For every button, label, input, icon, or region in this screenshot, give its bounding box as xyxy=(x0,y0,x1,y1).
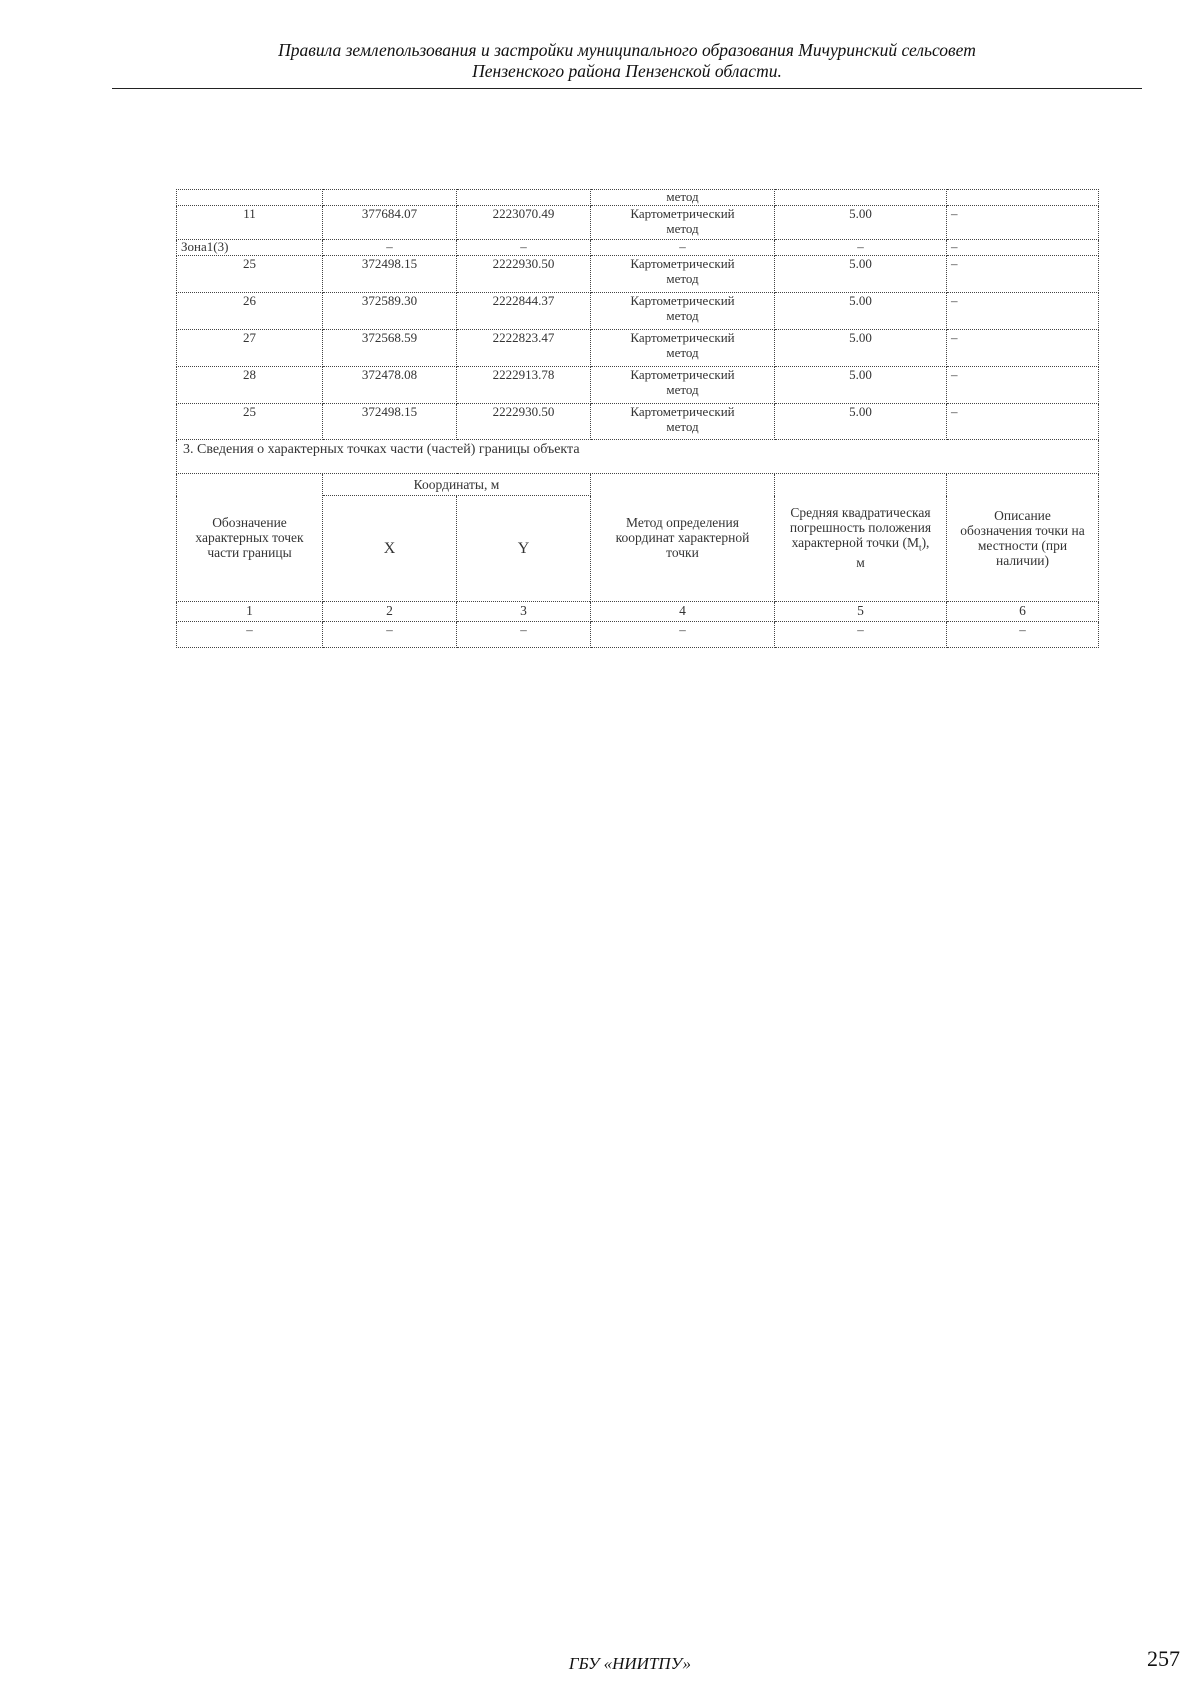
coord-y: 2222823.47 xyxy=(457,330,591,367)
zone-label: Зона1(3) xyxy=(177,240,323,256)
mt-value: 5.00 xyxy=(775,367,947,404)
empty-cell: – xyxy=(457,622,591,648)
method-cell: Картометрический метод xyxy=(591,293,775,330)
col-number: 2 xyxy=(323,602,457,622)
coord-x: 372478.08 xyxy=(323,367,457,404)
method-cell: Картометрический метод xyxy=(591,367,775,404)
coord-x: – xyxy=(323,240,457,256)
point-id: 11 xyxy=(177,206,323,240)
continuation-method: метод xyxy=(591,190,775,206)
description: – xyxy=(947,330,1099,367)
point-id: 25 xyxy=(177,256,323,293)
header-line-2: Пензенского района Пензенской области. xyxy=(472,61,782,81)
header-rule xyxy=(112,88,1142,89)
col-number: 5 xyxy=(775,602,947,622)
document-header xyxy=(112,40,1142,82)
col-number: 1 xyxy=(177,602,323,622)
col-number: 6 xyxy=(947,602,1099,622)
coord-x: 372498.15 xyxy=(323,404,457,440)
empty-data-row xyxy=(177,622,1099,648)
col-desc-header: Описание обозначения точки на местности (при наличии) xyxy=(947,474,1099,602)
point-id: 27 xyxy=(177,330,323,367)
table-row xyxy=(177,293,1099,330)
coord-x: 377684.07 xyxy=(323,206,457,240)
table-row xyxy=(177,256,1099,293)
empty-cell: – xyxy=(775,622,947,648)
col-number: 3 xyxy=(457,602,591,622)
method-cell: Картометрический метод xyxy=(591,330,775,367)
mt-value: 5.00 xyxy=(775,206,947,240)
point-id: 28 xyxy=(177,367,323,404)
coord-y: 2222930.50 xyxy=(457,404,591,440)
section-caption: 3. Сведения о характерных точках части (частей) границы объекта xyxy=(177,440,1099,474)
page-number: 257 xyxy=(1147,1646,1180,1671)
coord-y: – xyxy=(457,240,591,256)
empty-cell: – xyxy=(177,622,323,648)
description: – xyxy=(947,206,1099,240)
method-cell: Картометрический метод xyxy=(591,404,775,440)
header-row xyxy=(177,474,1099,496)
continuation-row xyxy=(177,190,1099,206)
coord-y: 2222844.37 xyxy=(457,293,591,330)
col-number: 4 xyxy=(591,602,775,622)
empty-cell: – xyxy=(323,622,457,648)
col-coords-header: Координаты, м xyxy=(323,474,591,496)
col-point-header: Обозначение характерных точек части границы xyxy=(177,474,323,602)
coord-x: 372568.59 xyxy=(323,330,457,367)
table-row xyxy=(177,206,1099,240)
col-method-header: Метод определения координат характерной точки xyxy=(591,474,775,602)
col-y-header: Y xyxy=(457,496,591,602)
empty-cell: – xyxy=(591,622,775,648)
table-row xyxy=(177,367,1099,404)
coord-x: 372589.30 xyxy=(323,293,457,330)
coord-y: 2222913.78 xyxy=(457,367,591,404)
point-id: 25 xyxy=(177,404,323,440)
description: – xyxy=(947,240,1099,256)
column-number-row xyxy=(177,602,1099,622)
description: – xyxy=(947,367,1099,404)
coord-x: 372498.15 xyxy=(323,256,457,293)
method-cell: Картометрический метод xyxy=(591,256,775,293)
mt-value: 5.00 xyxy=(775,293,947,330)
method-cell: Картометрический метод xyxy=(591,206,775,240)
table-row xyxy=(177,404,1099,440)
description: – xyxy=(947,256,1099,293)
zone-row xyxy=(177,240,1099,256)
section-caption-row xyxy=(177,440,1099,474)
method-cell: – xyxy=(591,240,775,256)
coord-y: 2222930.50 xyxy=(457,256,591,293)
col-x-header: X xyxy=(323,496,457,602)
header-line-1: Правила землепользования и застройки муниципального образования Мичуринский сельсовет xyxy=(278,40,976,60)
coord-y: 2223070.49 xyxy=(457,206,591,240)
footer-org: ГБУ «НИИТПУ» xyxy=(568,1654,692,1673)
mt-value: 5.00 xyxy=(775,404,947,440)
col-mt-header: Средняя квадратическая погрешность положения характерной точки $(M_t)$, м xyxy=(775,474,947,602)
mt-value: 5.00 xyxy=(775,256,947,293)
boundary-points-table xyxy=(176,189,1099,648)
table-row xyxy=(177,330,1099,367)
point-id: 26 xyxy=(177,293,323,330)
description: – xyxy=(947,293,1099,330)
empty-cell: – xyxy=(947,622,1099,648)
mt-value: 5.00 xyxy=(775,330,947,367)
description: – xyxy=(947,404,1099,440)
mt-value: – xyxy=(775,240,947,256)
